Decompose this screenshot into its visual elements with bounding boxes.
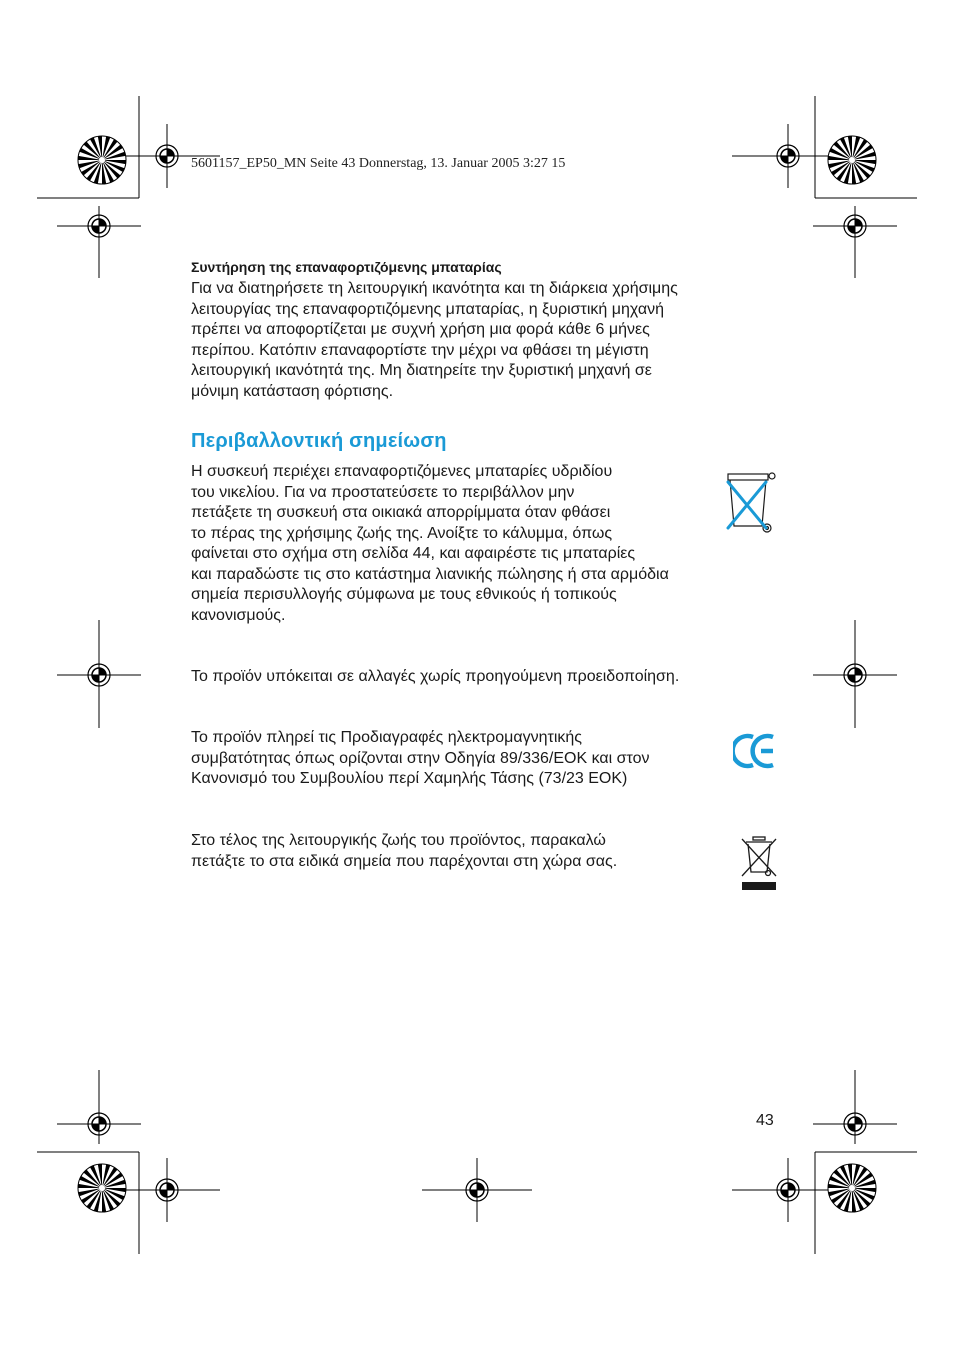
environment-line: σημεία περισυλλογής σύμφωνα με τους εθνικούς ή τοπικούς <box>191 586 617 603</box>
ce-mark-icon <box>733 731 777 771</box>
environment-heading: Περιβαλλοντική σημείωση <box>191 430 447 452</box>
weee-disposal-paragraph <box>191 831 731 872</box>
weee-bin-icon <box>738 834 780 892</box>
environment-line: του νικελίου. Για να προστατεύσετε το περιβάλλον μην <box>191 483 575 501</box>
environment-line: και παραδώστε τις στο κατάστημα λιανικής πώλησης ή στα αρμόδια <box>191 565 669 583</box>
maintenance-paragraph <box>191 279 781 402</box>
emc-line: Κανονισμό του Συμβουλίου περί Χαμηλής Τάσης (73/23 ΕΟΚ) <box>191 770 628 787</box>
maintenance-line: λειτουργίας της επαναφορτιζόμενης μπαταρίας, η ξυριστική μηχανή <box>191 300 664 318</box>
crossed-bin-icon <box>722 466 778 536</box>
emc-line: συμβατότητας όπως ορίζονται στην Οδηγία 89/336/ΕΟΚ και στον <box>191 749 650 767</box>
environment-paragraph <box>191 462 771 626</box>
maintenance-heading: Συντήρηση της επαναφορτιζόμενης μπαταρίας <box>191 259 502 275</box>
emc-compliance-paragraph <box>191 728 731 790</box>
weee-line: πετάξτε το στα ειδικά σημεία που παρέχονται στη χώρα σας. <box>191 852 618 870</box>
maintenance-line: λειτουργική ικανότητά της. Μη διατηρείτε την ξυριστική μηχανή σε <box>191 362 652 379</box>
print-slug-line: 5601157_EP50_MN Seite 43 Donnerstag, 13. Januar 2005 3:27 15 <box>191 156 566 171</box>
environment-line: Η συσκευή περιέχει επαναφορτιζόμενες μπαταρίες υδριδίου <box>191 463 613 480</box>
environment-line: φαίνεται στο σχήμα στη σελίδα 44, και αφαιρέστε τις μπαταρίες <box>191 545 636 562</box>
environment-line: το πέρας της χρήσιμης ζωής της. Ανοίξτε το κάλυμμα, όπως <box>191 524 613 542</box>
weee-line: Στο τέλος της λειτουργικής ζωής του προϊόντος, παρακαλώ <box>191 832 606 849</box>
maintenance-line: μόνιμη κατάσταση φόρτισης. <box>191 382 394 400</box>
page-number: 43 <box>756 1112 774 1129</box>
environment-line: κανονισμούς. <box>191 606 286 624</box>
maintenance-line: πρέπει να αποφορτίζεται με συχνή χρήση μια φορά κάθε 6 μήνες <box>191 321 650 338</box>
emc-line: Το προϊόν πληρεί τις Προδιαγραφές ηλεκτρομαγνητικής <box>191 729 582 746</box>
environment-line: πετάξετε τη συσκευή στα οικιακά απορρίμματα όταν φθάσει <box>191 504 611 521</box>
maintenance-line: περίπου. Κατόπιν επαναφορτίστε την μέχρι να φθάσει τη μέγιστη <box>191 341 649 359</box>
product-change-notice: Το προϊόν υπόκειται σε αλλαγές χωρίς προηγούμενη προειδοποίηση. <box>191 668 680 685</box>
maintenance-line: Για να διατηρήσετε τη λειτουργική ικανότητα και τη διάρκεια χρήσιμης <box>191 280 678 297</box>
